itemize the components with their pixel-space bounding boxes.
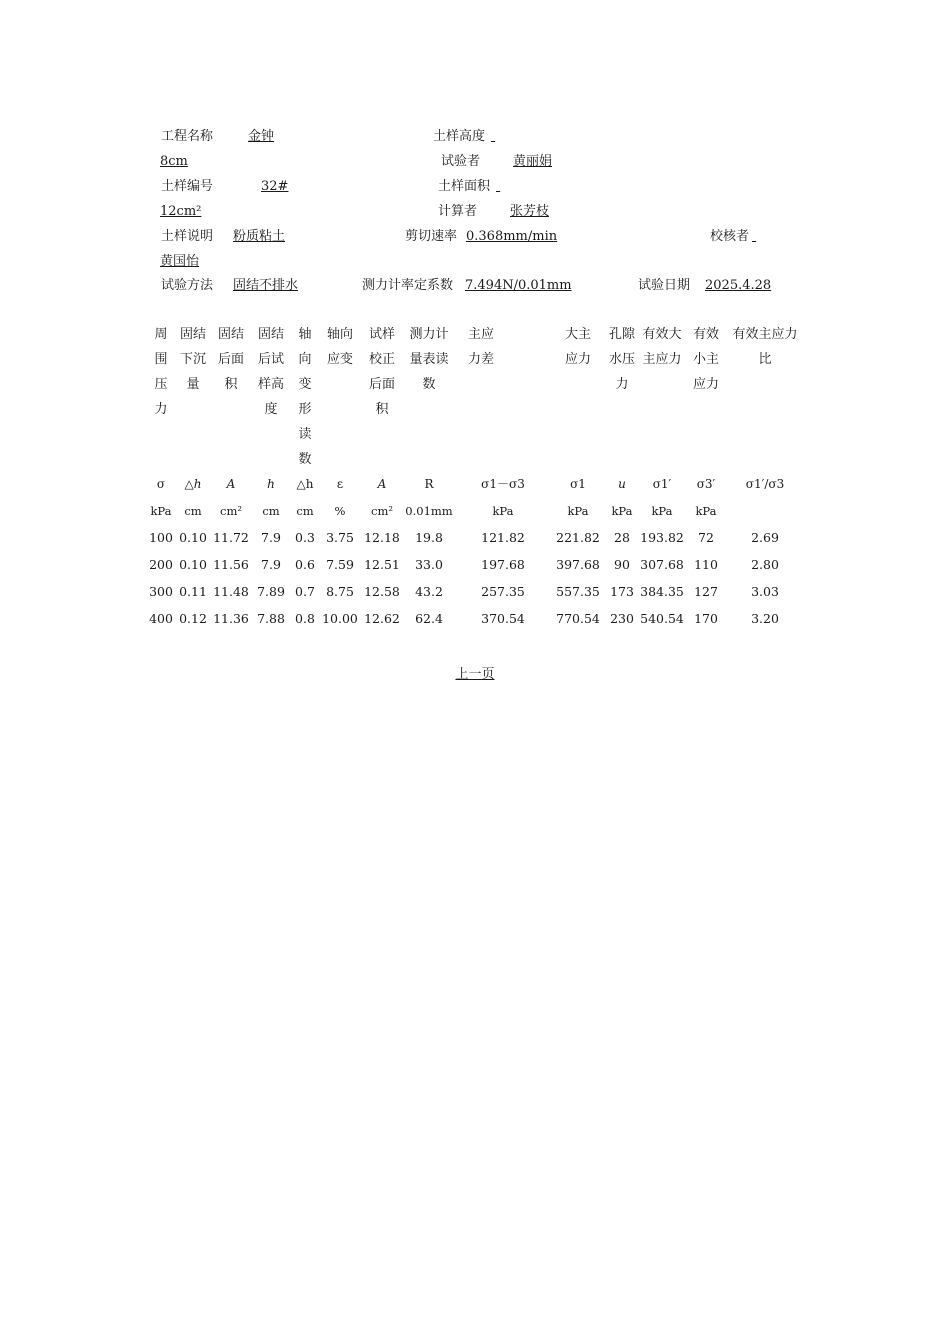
column-unit: cm	[296, 504, 314, 518]
table-cell: 72	[698, 530, 714, 545]
column-header: 主应 力差	[468, 327, 495, 367]
area-blank	[496, 179, 516, 195]
column-header: 轴向 应变	[326, 327, 353, 367]
table-cell: 12.62	[364, 611, 400, 626]
column-unit: cm	[184, 504, 202, 518]
desc-label: 土样说明	[161, 229, 214, 244]
column-header: 轴 向 变 形 读 数	[298, 327, 312, 467]
checker-value: 黄国怡	[160, 254, 200, 269]
table-cell: 197.68	[481, 557, 525, 572]
column-header: 固结 后面 积	[217, 327, 244, 392]
table-cell: 10.00	[322, 611, 358, 626]
table-cell: 12.58	[364, 584, 400, 599]
table-cell: 11.72	[213, 530, 249, 545]
column-symbol: h	[267, 477, 275, 491]
column-header: 有效 小主 应力	[692, 327, 719, 392]
table-cell: 173	[610, 584, 634, 599]
table-cell: 43.2	[415, 584, 443, 599]
table-cell: 0.10	[179, 557, 207, 572]
column-header: 有效主应力 比	[732, 327, 798, 367]
table-cell: 8.75	[326, 584, 354, 599]
column-unit: cm	[262, 504, 280, 518]
table-cell: 121.82	[481, 530, 525, 545]
table-cell: 19.8	[415, 530, 443, 545]
column-unit: 0.01mm	[405, 504, 453, 518]
gauge-value: 7.494N/0.01mm	[465, 278, 572, 293]
shear-rate-label: 剪切速率	[405, 229, 458, 244]
table-cell: 397.68	[556, 557, 600, 572]
checker-blank	[752, 229, 780, 245]
table-cell: 110	[694, 557, 718, 572]
project-label: 工程名称	[161, 129, 214, 144]
table-cell: 540.54	[640, 611, 684, 626]
column-symbol: ε	[336, 477, 344, 491]
table-cell: 3.03	[751, 584, 779, 599]
shear-rate-value: 0.368mm/min	[466, 229, 558, 244]
tester-label: 试验者	[441, 154, 481, 169]
checker-label: 校核者	[710, 229, 750, 244]
table-cell: 0.3	[295, 530, 315, 545]
column-symbol: △h	[184, 477, 202, 491]
table-cell: 230	[610, 611, 634, 626]
table-cell: 7.9	[261, 530, 281, 545]
gauge-label: 测力计率定系数	[362, 278, 454, 293]
sample-no-value: 32#	[261, 179, 289, 194]
column-header: 周 围 压 力	[154, 327, 168, 417]
table-cell: 62.4	[415, 611, 443, 626]
height-blank	[491, 129, 511, 145]
table-cell: 557.35	[556, 584, 600, 599]
table-cell: 12.51	[364, 557, 400, 572]
height-label: 土样高度	[433, 129, 486, 144]
column-header: 测力计 量表读 数	[409, 327, 449, 392]
table-cell: 3.20	[751, 611, 779, 626]
table-cell: 770.54	[556, 611, 600, 626]
date-value: 2025.4.28	[705, 278, 772, 293]
column-symbol: △h	[296, 477, 314, 491]
column-unit: kPa	[567, 504, 589, 518]
column-symbol: A	[377, 477, 387, 491]
date-label: 试验日期	[638, 278, 691, 293]
table-cell: 2.80	[751, 557, 779, 572]
column-unit: cm²	[371, 504, 393, 518]
column-symbol: σ1′	[652, 477, 672, 491]
area-label: 土样面积	[438, 179, 491, 194]
column-symbol: σ1′/σ3	[745, 477, 785, 491]
calculator-label: 计算者	[438, 204, 478, 219]
table-cell: 0.8	[295, 611, 315, 626]
table-cell: 7.88	[257, 611, 285, 626]
desc-value: 粉质粘土	[233, 229, 286, 244]
table-cell: 307.68	[640, 557, 684, 572]
sample-no-label: 土样编号	[161, 179, 214, 194]
table-cell: 33.0	[415, 557, 443, 572]
column-symbol: σ3′	[696, 477, 716, 491]
column-symbol: σ	[156, 477, 166, 491]
column-header: 有效大 主应力	[642, 327, 682, 367]
table-cell: 221.82	[556, 530, 600, 545]
table-cell: 127	[694, 584, 718, 599]
column-header: 孔隙 水压 力	[608, 327, 635, 392]
table-cell: 0.11	[179, 584, 207, 599]
column-symbol: u	[618, 477, 626, 491]
table-cell: 257.35	[481, 584, 525, 599]
table-cell: 0.6	[295, 557, 315, 572]
table-cell: 300	[149, 584, 173, 599]
table-cell: 193.82	[640, 530, 684, 545]
method-value: 固结不排水	[233, 278, 299, 293]
column-symbol: σ1	[570, 477, 586, 491]
table-cell: 12.18	[364, 530, 400, 545]
project-value: 金钟	[248, 129, 275, 144]
table-cell: 90	[614, 557, 630, 572]
column-symbol: R	[424, 477, 434, 491]
column-header: 固结 下沉 量	[179, 327, 206, 392]
table-cell: 2.69	[751, 530, 779, 545]
table-cell: 384.35	[640, 584, 684, 599]
column-symbol: σ1－σ3	[481, 477, 525, 491]
table-cell: 11.48	[213, 584, 249, 599]
table-cell: 370.54	[481, 611, 525, 626]
area-value: 12cm²	[160, 204, 202, 219]
method-label: 试验方法	[161, 278, 214, 293]
table-cell: 400	[149, 611, 173, 626]
column-unit: kPa	[492, 504, 514, 518]
height-value: 8cm	[160, 154, 188, 169]
column-header: 大主 应力	[564, 327, 591, 367]
table-cell: 7.9	[261, 557, 281, 572]
table-cell: 7.59	[326, 557, 354, 572]
table-cell: 28	[614, 530, 630, 545]
column-header: 固结 后试 样高 度	[257, 327, 284, 417]
table-cell: 11.56	[213, 557, 249, 572]
table-cell: 170	[694, 611, 718, 626]
table-cell: 7.89	[257, 584, 285, 599]
table-cell: 0.7	[295, 584, 315, 599]
tester-value: 黄丽娟	[513, 154, 553, 169]
column-unit: %	[334, 504, 346, 518]
calculator-value: 张芳枝	[510, 204, 550, 219]
column-unit: kPa	[611, 504, 633, 518]
column-unit: kPa	[150, 504, 172, 518]
table-cell: 3.75	[326, 530, 354, 545]
table-cell: 0.10	[179, 530, 207, 545]
column-unit: kPa	[695, 504, 717, 518]
table-cell: 0.12	[179, 611, 207, 626]
column-header: 试样 校正 后面 积	[368, 327, 395, 417]
table-cell: 200	[149, 557, 173, 572]
column-unit: kPa	[651, 504, 673, 518]
column-symbol: A	[226, 477, 236, 491]
table-cell: 100	[149, 530, 173, 545]
prev-page-link[interactable]: 上一页	[455, 667, 495, 682]
column-unit: cm²	[220, 504, 242, 518]
table-cell: 11.36	[213, 611, 249, 626]
